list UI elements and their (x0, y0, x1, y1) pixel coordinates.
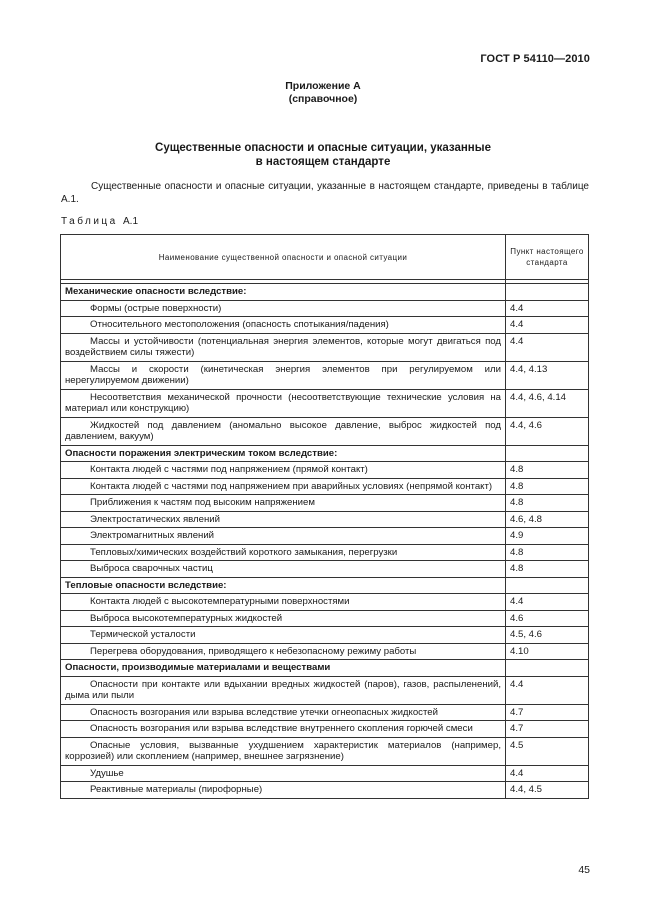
clause-reference (506, 445, 589, 462)
table-row (61, 478, 589, 495)
hazard-group-title: Тепловые опасности вследствие: (61, 577, 506, 594)
hazard-group-title: Механические опасности вследствие: (61, 284, 506, 301)
clause-reference: 4.4, 4.13 (506, 361, 589, 389)
clause-reference: 4.10 (506, 643, 589, 660)
table-row (61, 417, 589, 445)
hazard-name: Реактивные материалы (пирофорные) (61, 782, 506, 799)
clause-reference: 4.5, 4.6 (506, 627, 589, 644)
appendix-heading (0, 80, 646, 106)
header-hazard-name: Наименование существенной опасности и опасной ситуации (61, 235, 506, 280)
hazard-name: Тепловых/химических воздействий короткого замыкания, перегрузки (61, 544, 506, 561)
clause-reference: 4.4 (506, 333, 589, 361)
table-row (61, 462, 589, 479)
hazard-name: Выброса высокотемпературных жидкостей (61, 610, 506, 627)
hazard-name: Перегрева оборудования, приводящего к небезопасному режиму работы (61, 643, 506, 660)
table-row (61, 627, 589, 644)
hazards-table (60, 234, 589, 799)
hazard-name: Опасности при контакте или вдыхании вредных жидкостей (паров), газов, распыленений, дыма или пыли (61, 676, 506, 704)
clause-reference: 4.4 (506, 594, 589, 611)
table-caption (61, 216, 138, 227)
table-row (61, 610, 589, 627)
page-number: 45 (578, 864, 590, 876)
hazard-name: Несоответствия механической прочности (несоответствующие технические условия на материал или конструкцию) (61, 389, 506, 417)
section-title-line1: Существенные опасности и опасные ситуации, указанные (155, 142, 491, 154)
table-row (61, 561, 589, 578)
hazard-name: Термической усталости (61, 627, 506, 644)
table-row (61, 643, 589, 660)
clause-reference (506, 577, 589, 594)
clause-reference: 4.8 (506, 561, 589, 578)
clause-reference: 4.6 (506, 610, 589, 627)
table-row (61, 361, 589, 389)
hazard-name: Удушье (61, 765, 506, 782)
clause-reference: 4.4 (506, 765, 589, 782)
clause-reference: 4.6, 4.8 (506, 511, 589, 528)
table-group-row (61, 577, 589, 594)
intro-paragraph: Существенные опасности и опасные ситуации, указанные в настоящем стандарте, приведены в таблице А.1. (61, 181, 589, 205)
hazard-name: Электромагнитных явлений (61, 528, 506, 545)
hazard-group-title: Опасности поражения электрическим током вследствие: (61, 445, 506, 462)
hazard-name: Массы и устойчивости (потенциальная энергия элементов, которые могут двигаться под воздействием силы тяжести) (61, 333, 506, 361)
clause-reference: 4.4, 4.6 (506, 417, 589, 445)
clause-reference (506, 660, 589, 677)
hazard-name: Выброса сварочных частиц (61, 561, 506, 578)
clause-reference: 4.8 (506, 478, 589, 495)
hazard-name: Приближения к частям под высоким напряжением (61, 495, 506, 512)
table-header-row (61, 235, 589, 280)
section-title-line2: в настоящем стандарте (255, 156, 391, 168)
clause-reference: 4.8 (506, 462, 589, 479)
table-group-row (61, 284, 589, 301)
hazard-group-title: Опасности, производимые материалами и веществами (61, 660, 506, 677)
appendix-title: Приложение А (285, 80, 361, 92)
clause-reference: 4.4 (506, 317, 589, 334)
hazard-name: Контакта людей с частями под напряжением (прямой контакт) (61, 462, 506, 479)
clause-reference: 4.7 (506, 704, 589, 721)
hazard-name: Опасность возгорания или взрыва вследствие утечки огнеопасных жидкостей (61, 704, 506, 721)
table-group-row (61, 445, 589, 462)
hazard-name: Массы и скорости (кинетическая энергия элементов при регулируемом или нерегулируемом движении) (61, 361, 506, 389)
hazard-name: Электростатических явлений (61, 511, 506, 528)
table-row (61, 511, 589, 528)
header-clause: Пункт настоящего стандарта (506, 235, 589, 280)
clause-reference: 4.8 (506, 544, 589, 561)
clause-reference: 4.4 (506, 676, 589, 704)
standard-code: ГОСТ Р 54110—2010 (480, 53, 590, 65)
clause-reference: 4.8 (506, 495, 589, 512)
table-row (61, 765, 589, 782)
appendix-subtitle: (справочное) (288, 93, 358, 105)
hazard-name: Опасные условия, вызванные ухудшением характеристик материалов (например, коррозией) или скоплением (например, внешнее загрязнение) (61, 737, 506, 765)
table-row (61, 737, 589, 765)
table-group-row (61, 660, 589, 677)
table-caption-label: Таблица (61, 216, 118, 227)
hazard-name: Опасность возгорания или взрыва вследствие внутреннего скопления горючей смеси (61, 721, 506, 738)
table-row (61, 495, 589, 512)
table-row (61, 544, 589, 561)
table-row (61, 721, 589, 738)
hazard-name: Жидкостей под давлением (аномально высокое давление, выброс жидкостей под давлением, вакуум) (61, 417, 506, 445)
clause-reference: 4.7 (506, 721, 589, 738)
table-row (61, 300, 589, 317)
table-row (61, 594, 589, 611)
table-row (61, 528, 589, 545)
hazard-name: Контакта людей с высокотемпературными поверхностями (61, 594, 506, 611)
clause-reference (506, 284, 589, 301)
table-row (61, 389, 589, 417)
clause-reference: 4.9 (506, 528, 589, 545)
clause-reference: 4.4, 4.6, 4.14 (506, 389, 589, 417)
table-caption-number: А.1 (123, 216, 139, 227)
hazard-name: Относительного местоположения (опасность спотыкания/падения) (61, 317, 506, 334)
hazard-name: Контакта людей с частями под напряжением при аварийных условиях (непрямой контакт) (61, 478, 506, 495)
table-row (61, 782, 589, 799)
clause-reference: 4.4 (506, 300, 589, 317)
hazard-name: Формы (острые поверхности) (61, 300, 506, 317)
section-title (0, 141, 646, 169)
table-row (61, 333, 589, 361)
table-row (61, 704, 589, 721)
table-body (61, 280, 589, 799)
clause-reference: 4.5 (506, 737, 589, 765)
table-row (61, 676, 589, 704)
clause-reference: 4.4, 4.5 (506, 782, 589, 799)
table-row (61, 317, 589, 334)
